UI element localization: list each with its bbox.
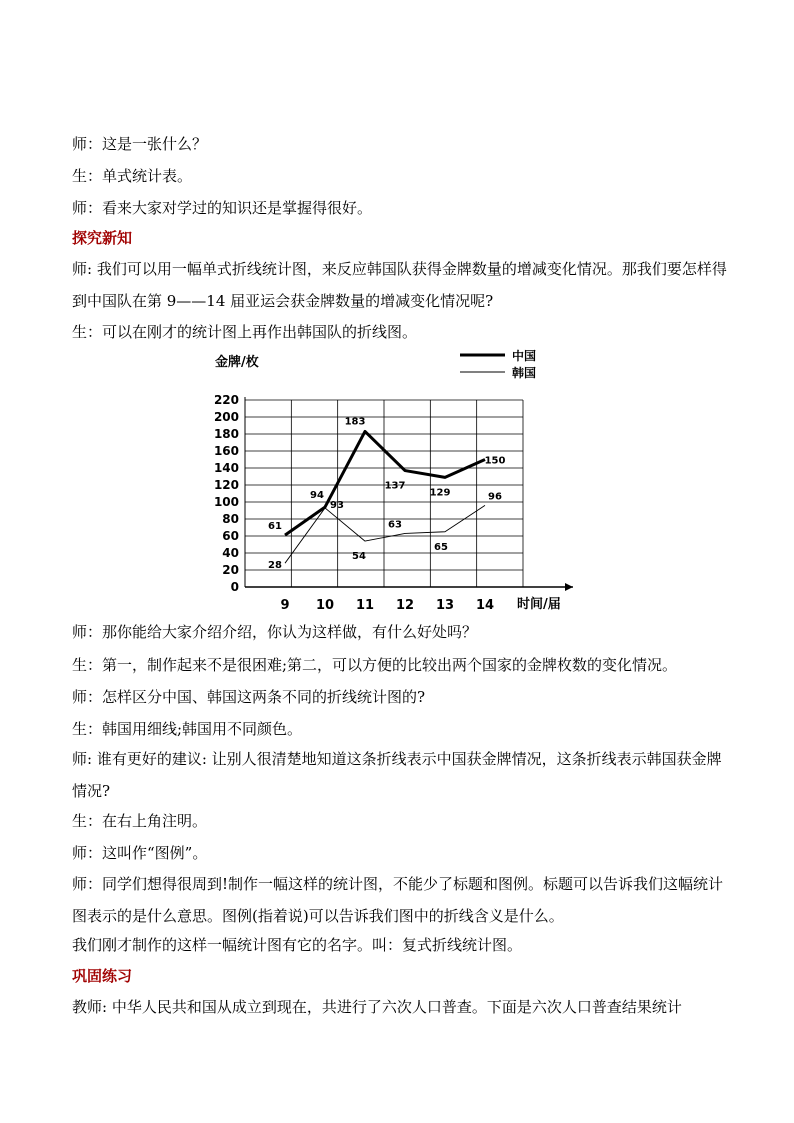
data-label: 54 <box>352 551 366 563</box>
dialogue-line: 师：看来大家对学过的知识还是掌握得很好。 <box>72 199 373 217</box>
y-tick-label: 100 <box>213 495 239 509</box>
dialogue-paragraph: 师：同学们想得很周到!制作一幅这样的统计图，不能少了标题和图例。标题可以告诉我们这幅统计图表示的是什么意思。图例(指着说)可以告诉我们图中的折线含义是什么。 <box>72 875 724 925</box>
x-tick-labels <box>280 598 494 613</box>
y-tick-label: 40 <box>222 546 239 560</box>
data-label: 94 <box>310 490 324 502</box>
y-tick-label: 20 <box>222 563 239 577</box>
y-tick-label: 120 <box>213 478 239 492</box>
data-label: 61 <box>268 521 282 533</box>
dialogue-line: 教师: 中华人民共和国从成立到现在，共进行了六次人口普查。下面是六次人口普查结果统计 <box>72 998 682 1016</box>
dialogue-line: 生：韩国用细线;韩国用不同颜色。 <box>72 720 303 738</box>
y-tick-label: 200 <box>213 410 239 424</box>
y-tick-label: 180 <box>213 427 239 441</box>
dialogue-line: 生：第一，制作起来不是很困难;第二，可以方便的比较出两个国家的金牌枚数的变化情况。 <box>72 656 678 674</box>
legend-label: 中国 <box>512 349 537 363</box>
y-tick-labels <box>214 393 239 594</box>
x-tick-label: 11 <box>355 598 375 613</box>
y-tick-label: 160 <box>213 444 239 458</box>
x-tick-label: 14 <box>475 598 495 613</box>
chart-axes <box>245 397 573 591</box>
data-label: 93 <box>330 499 344 511</box>
chart-series <box>268 416 505 571</box>
dialogue-line: 生：单式统计表。 <box>72 167 193 185</box>
dialogue-paragraph: 师: 我们可以用一幅单式折线统计图，来反应韩国队获得金牌数量的增减变化情况。那我们要怎样得到中国队在第 9——14 届亚运会获金牌数量的增减变化情况呢? <box>72 260 727 310</box>
dialogue-line: 生：在右上角注明。 <box>72 812 208 830</box>
data-label: 129 <box>429 487 451 499</box>
y-tick-label: 60 <box>222 529 239 543</box>
data-label: 28 <box>268 560 282 572</box>
dialogue-line: 我们刚才制作的这样一幅统计图有它的名字。叫：复式折线统计图。 <box>72 936 523 954</box>
data-label: 63 <box>388 519 402 531</box>
y-tick-label: 0 <box>230 580 239 594</box>
x-tick-label: 12 <box>395 598 415 613</box>
data-label: 65 <box>434 541 448 553</box>
dialogue-paragraph: 师: 谁有更好的建议: 让别人很清楚地知道这条折线表示中国获金牌情况，这条折线表示韩国获金牌情况? <box>72 750 722 800</box>
y-tick-label: 140 <box>213 461 239 475</box>
y-tick-label: 80 <box>222 512 239 526</box>
x-axis-arrow <box>565 583 573 591</box>
chart-legend <box>460 348 536 380</box>
dialogue-line: 师：这叫作“图例”。 <box>72 844 208 862</box>
section-heading-practice: 巩固练习 <box>72 967 133 985</box>
x-tick-label: 10 <box>315 598 335 613</box>
legend-label: 韩国 <box>512 366 537 380</box>
x-axis-label: 时间/届 <box>517 597 561 612</box>
y-axis-label: 金牌/枚 <box>215 355 259 370</box>
data-label: 96 <box>488 491 502 503</box>
dialogue-line: 生：可以在刚才的统计图上再作出韩国队的折线图。 <box>72 323 418 341</box>
x-tick-label: 9 <box>280 598 290 613</box>
dialogue-line: 师：这是一张什么？ <box>72 135 208 153</box>
y-tick-label: 220 <box>213 393 239 407</box>
line-chart <box>205 345 585 613</box>
x-tick-label: 13 <box>435 598 455 613</box>
chart-grid <box>245 400 523 587</box>
dialogue-line: 师：怎样区分中国、韩国这两条不同的折线统计图的? <box>72 688 426 706</box>
data-label: 137 <box>384 480 406 492</box>
data-label: 150 <box>484 455 506 467</box>
section-heading-explore: 探究新知 <box>72 229 133 247</box>
dialogue-line: 师：那你能给大家介绍介绍，你认为这样做，有什么好处吗？ <box>72 623 478 641</box>
data-label: 183 <box>344 416 366 428</box>
